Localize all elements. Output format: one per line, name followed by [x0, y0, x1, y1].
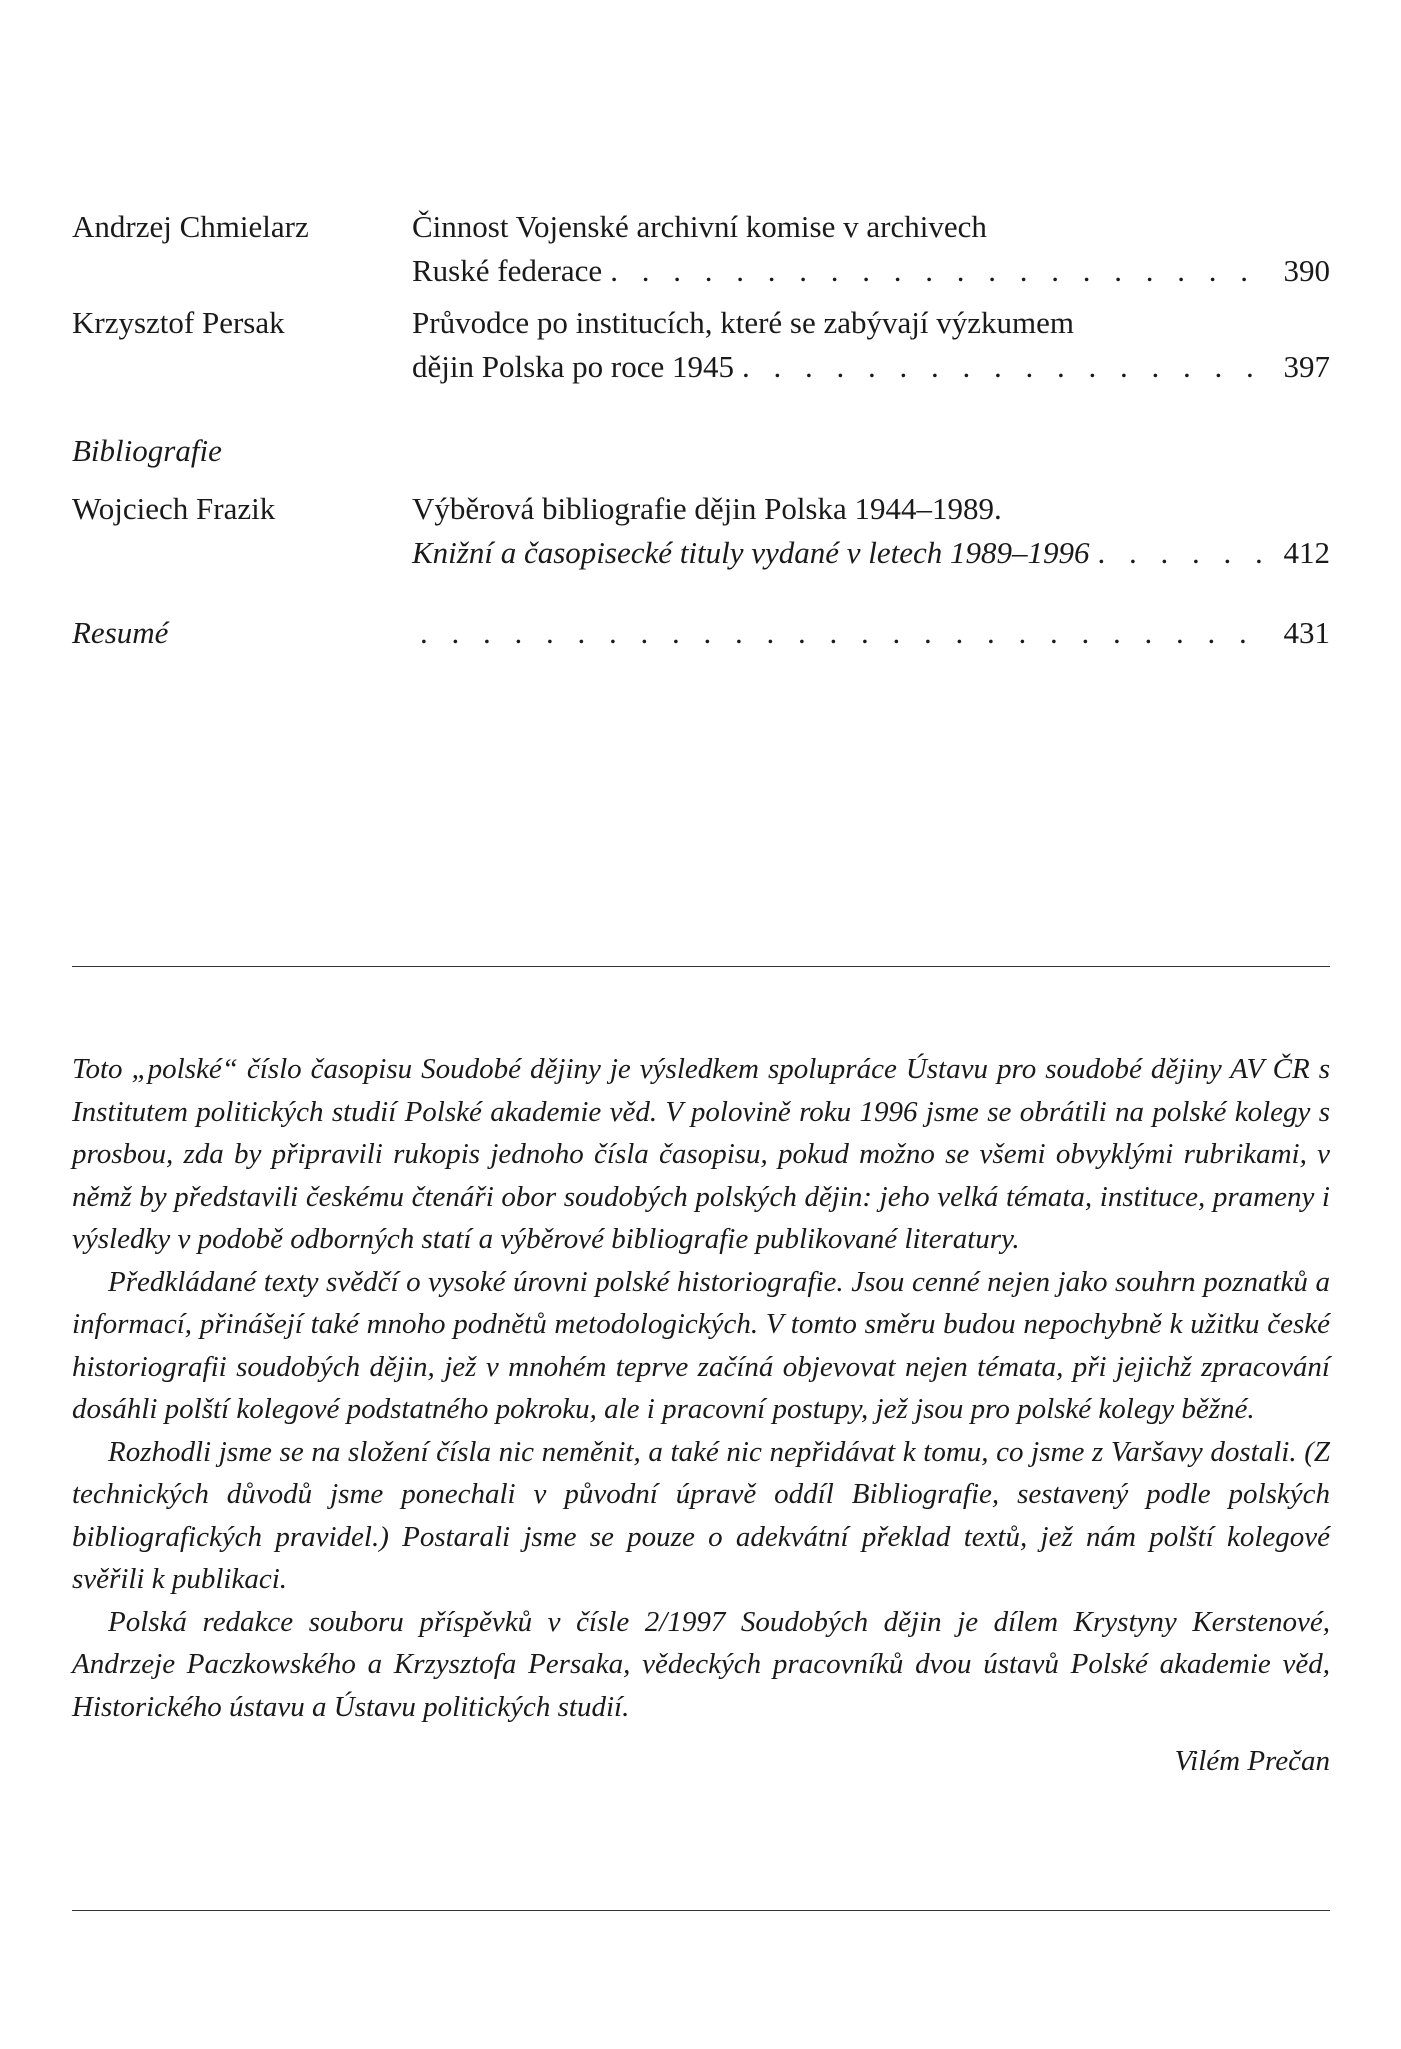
note-paragraph: Toto „polské“ číslo časopisu Soudobé dějiny je výsledkem spolupráce Ústavu pro soudobé dějiny AV ČR s Institutem politických studií Polské akademie věd. V polovině roku 1996 jsme se obrátili na polské kolegy s prosbou, zda by připravili rukopis jednoho čísla časopisu, pokud možno se všemi obvyklými rubrikami, v němž by představili českému čtenáři obor soudobých polských dějin: jeho velká témata, instituce, prameny i výsledky v podobě odborných statí a výběrové bibliografie publikované literatury.	[72, 1053, 1330, 1255]
toc-title-line: Průvodce po institucích, které se zabývají výzkumem	[412, 305, 1075, 340]
toc-title	[412, 301, 1330, 389]
note-paragraph: Polská redakce souboru příspěvků v čísle 2/1997 Soudobých dějin je dílem Krystyny Kerstenové, Andrzeje Paczkowského a Krzysztofa Persaka, vědeckých pracovníků dvou ústavů Polské akademie věd, Historického ústavu a Ústavu politických studií.	[72, 1605, 1330, 1723]
toc-entry	[72, 487, 1330, 575]
toc-title-line: dějin Polska po roce 1945	[412, 349, 735, 384]
leader-dots	[412, 611, 1272, 655]
toc-title-line: Výběrová bibliografie dějin Polska 1944–1989.	[412, 491, 1002, 526]
horizontal-rule	[72, 1910, 1330, 1911]
toc-title-line: Činnost Vojenské archivní komise v archivech	[412, 209, 987, 244]
toc-page-number: 431	[1283, 615, 1330, 650]
leader-dots	[734, 345, 1272, 389]
leader-dots	[1090, 531, 1272, 575]
toc-author: Andrzej Chmielarz	[72, 209, 309, 244]
toc-page-number: 397	[1283, 349, 1330, 384]
editorial-note	[72, 1048, 1330, 1783]
leader-dots	[602, 249, 1272, 293]
note-paragraph: Rozhodli jsme se na složení čísla nic neměnit, a také nic nepřidávat k tomu, co jsme z Varšavy dostali. (Z technických důvodů jsme ponechali v původní úpravě oddíl Bibliografie, sestavený podle polských bibliografických pravidel.) Postarali jsme se pouze o adekvátní překlad textů, jež nám polští kolegové svěřili k publikaci.	[72, 1435, 1330, 1595]
toc-entry-resume	[72, 611, 1330, 655]
section-heading-resume: Resumé	[72, 615, 169, 650]
toc-author: Wojciech Frazik	[72, 491, 276, 526]
toc-author: Krzysztof Persak	[72, 305, 285, 340]
toc-title-line: Knižní a časopisecké tituly vydané v letech 1989–1996	[412, 535, 1090, 570]
toc-entry	[72, 205, 1330, 293]
toc-title	[412, 487, 1330, 575]
toc-title	[412, 205, 1330, 293]
horizontal-rule	[72, 966, 1330, 967]
toc-page-number: 390	[1283, 253, 1330, 288]
toc-title-line: Ruské federace	[412, 253, 603, 288]
signature: Vilém Prečan	[1174, 1745, 1330, 1777]
toc-entry	[72, 301, 1330, 389]
toc-page-number: 412	[1283, 535, 1330, 570]
note-paragraph: Předkládané texty svědčí o vysoké úrovni polské historiografie. Jsou cenné nejen jako souhrn poznatků a informací, přinášejí také mnoho podnětů metodologických. V tomto směru budou nepochybně k užitku české historiografii soudobých dějin, jež v mnohém teprve začíná objevovat nejen témata, při jejichž zpracování dosáhli polští kolegové podstatného pokroku, ale i pracovní postupy, jež jsou pro polské kolegy běžné.	[72, 1265, 1330, 1425]
section-heading-bibliography: Bibliografie	[72, 433, 222, 468]
